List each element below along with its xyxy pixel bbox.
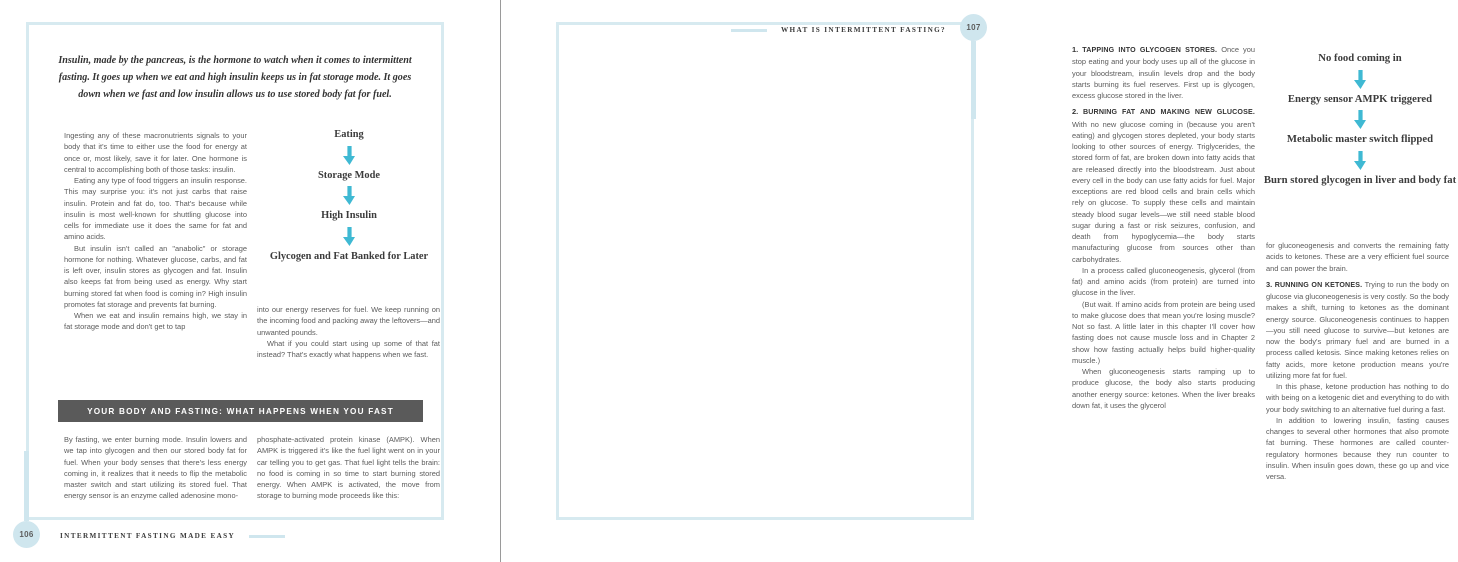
section-header-bar: YOUR BODY AND FASTING: WHAT HAPPENS WHEN YOU FAST (58, 400, 423, 422)
flow-node: No food coming in (1318, 52, 1402, 64)
paragraph: phosphate-activated protein kinase (AMPK). When AMPK is triggered it's like the fuel light went on in your car telling you to get gas. That fuel light tells the brain: no food is coming in so time to start burning stored energy. When AMPK is activated, the move from storage to burning mode proceeds like this: (257, 435, 440, 501)
paragraph: In a process called gluconeogenesis, glycerol (from fat) and amino acids (from protein) are turned into glucose in the liver. (1072, 265, 1255, 298)
lead-label: BURNING FAT AND MAKING NEW GLUCOSE. (1083, 108, 1255, 117)
list-number: 3. (1266, 279, 1273, 289)
down-arrow-icon (343, 186, 356, 205)
paragraph-text: Trying to run the body on glucose via gluconeogenesis is very costly. So the body makes a shift, turning to ketones as the dominant energy source. Gluconeogenesis continues to happen—you still need glucose to survive—but ketones are now the body's primary fuel and are burned in a process called ketosis. Since making ketones relies on fatty acids, more ketone production means you're utilizing more fat for fuel. (1266, 279, 1450, 380)
eating-storage-flow-diagram (255, 128, 443, 263)
list-lead (1072, 46, 1217, 54)
folio-left (13, 521, 40, 548)
down-arrow-icon (343, 146, 356, 165)
left-page (0, 0, 500, 562)
down-arrow-icon (1354, 110, 1367, 129)
flow-node: Eating (334, 129, 364, 140)
page-number: 106 (13, 521, 40, 548)
flow-node: Burn stored glycogen in liver and body fat (1263, 173, 1457, 186)
down-arrow-icon (1354, 151, 1367, 170)
running-head-title: WHAT IS INTERMITTENT FASTING? (780, 26, 946, 34)
running-foot (60, 532, 285, 540)
right-page-frame (556, 22, 974, 520)
down-arrow-icon (1354, 70, 1367, 89)
left-body-column-4 (257, 434, 440, 502)
paragraph (1072, 106, 1255, 265)
flow-node: Glycogen and Fat Banked for Later (269, 250, 429, 262)
paragraph: for gluconeogenesis and converts the remaining fatty acids to ketones. These are a very efficient fuel source and can power the brain. (1266, 241, 1449, 273)
paragraph: But insulin isn't called an "anabolic" or storage hormone for nothing. Whatever glucose, carbs, and fat is left over, insulin stores as glycogen and fat. Insulin also keeps fat from being used as energy. Why start burning stored fat when food is coming in? High insulin promotes fat storage and prevents fat burning. (64, 243, 247, 309)
decorative-rule (249, 535, 285, 538)
paragraph: By fasting, we enter burning mode. Insulin lowers and we tap into glycogen and then our stored body fat for fuel. When your body senses that there's less energy coming in, it realizes that it needs to flip the metabolic master switch and start utilizing its stored fuel. That energy sensor is an enzyme called adenosine mono- (64, 435, 247, 501)
lead-label: TAPPING INTO GLYCOGEN STORES. (1082, 46, 1218, 54)
epigraph: Insulin, made by the pancreas, is the hormone to watch when it comes to intermittent fasting. It goes up when we eat and high insulin keeps us in fat storage mode. It goes down when we fast and low insulin allows us to use stored body fat for fuel. (58, 55, 412, 100)
flow-node: Metabolic master switch flipped (1286, 133, 1434, 145)
right-page (500, 0, 1457, 562)
flow-node: High Insulin (321, 210, 377, 221)
decorative-rule (731, 29, 767, 32)
paragraph: Ingesting any of these macronutrients signals to your body that it's time to either use the food for energy at once or, most likely, save it for later. One hormone is central to accomplishing both of those tasks: insulin. (64, 131, 247, 174)
down-arrow-icon (343, 227, 356, 246)
left-body-column-3 (64, 434, 247, 502)
list-number: 2. (1072, 107, 1079, 117)
running-foot-title: INTERMITTENT FASTING MADE EASY (60, 532, 236, 540)
running-head (731, 26, 946, 34)
right-body-column-2 (1266, 240, 1449, 482)
list-lead (1266, 281, 1362, 289)
folio-bar (24, 451, 29, 521)
paragraph: In addition to lowering insulin, fasting causes changes to several other hormones that also promote fat burning. These hormones are called counter-regulatory hormones because they run counter to insulin. When insulin goes down, these go up and vice versa. (1266, 415, 1449, 481)
paragraph-text: With no new glucose coming in (because you aren't eating) and glycogen stores depleted, your body starts looking to other sources of energy. Triglycerides, the stored form of fat, are broken down into fatty acids that are released directly into the bloodstream. Just about every cell in the body can use fatty acids for fuel. Major exceptions are red blood cells and brain cells which rely on glucose. To supply these cells and maintain steady blood sugar levels—we still need stable blood sugar during a fast or risk seizures, confusion, and death from hypoglycemia—the body starts manufacturing glucose from sources other than carbohydrates. (1072, 119, 1255, 264)
lead-label: RUNNING ON KETONES. (1274, 280, 1363, 289)
page-number: 107 (960, 14, 987, 41)
left-body-column-1 (64, 130, 247, 333)
paragraph: In this phase, ketone production has nothing to do with being on a ketogenic diet and everything to do with your body switching to an alternative fuel during a fast. (1266, 382, 1449, 414)
paragraph: What if you could start using up some of that fat instead? That's exactly what happens when we fast. (257, 338, 440, 359)
folio-bar (971, 41, 976, 119)
paragraph: When gluconeogenesis starts ramping up to produce glucose, the body also starts producing another energy source: ketones. When the liver breaks down fat, it uses the glycerol (1072, 367, 1255, 410)
fasting-burning-flow-diagram (1262, 52, 1458, 187)
paragraph-text: Once you stop eating and your body uses up all of the glucose in your bloodstream, insulin levels drop and the body starts burning its fuel reserves. First up is glycogen, excess glucose stored in the liver. (1072, 45, 1255, 100)
list-lead (1072, 108, 1255, 116)
flow-node: Energy sensor AMPK triggered (1287, 92, 1433, 105)
right-body-column-1 (1072, 44, 1255, 411)
paragraph: Eating any type of food triggers an insulin response. This may surprise you: it's not just carbs that raise insulin. Protein and fat do, too. That's because while insulin is most well-known for shuttling glucose into cells for immediate use it does the same for fat and amino acids. (64, 176, 247, 242)
flow-node: Storage Mode (317, 169, 381, 181)
paragraph: into our energy reserves for fuel. We keep running on the incoming food and packing away the leftovers—and unwanted pounds. (257, 305, 440, 337)
paragraph (1072, 44, 1255, 101)
paragraph: When we eat and insulin remains high, we stay in fat storage mode and don't get to tap (64, 311, 247, 332)
paragraph: (But wait. If amino acids from protein are being used to make glucose does that mean you're losing muscle? Not so fast. A little later in this chapter I'll cover how fasting does not cause muscle loss and in Chapter 2 show how fasting actually helps build higher-quality muscle.) (1072, 299, 1255, 365)
left-body-column-2 (257, 304, 440, 360)
list-number: 1. (1072, 45, 1079, 54)
folio-right (960, 14, 987, 41)
paragraph (1266, 279, 1449, 381)
